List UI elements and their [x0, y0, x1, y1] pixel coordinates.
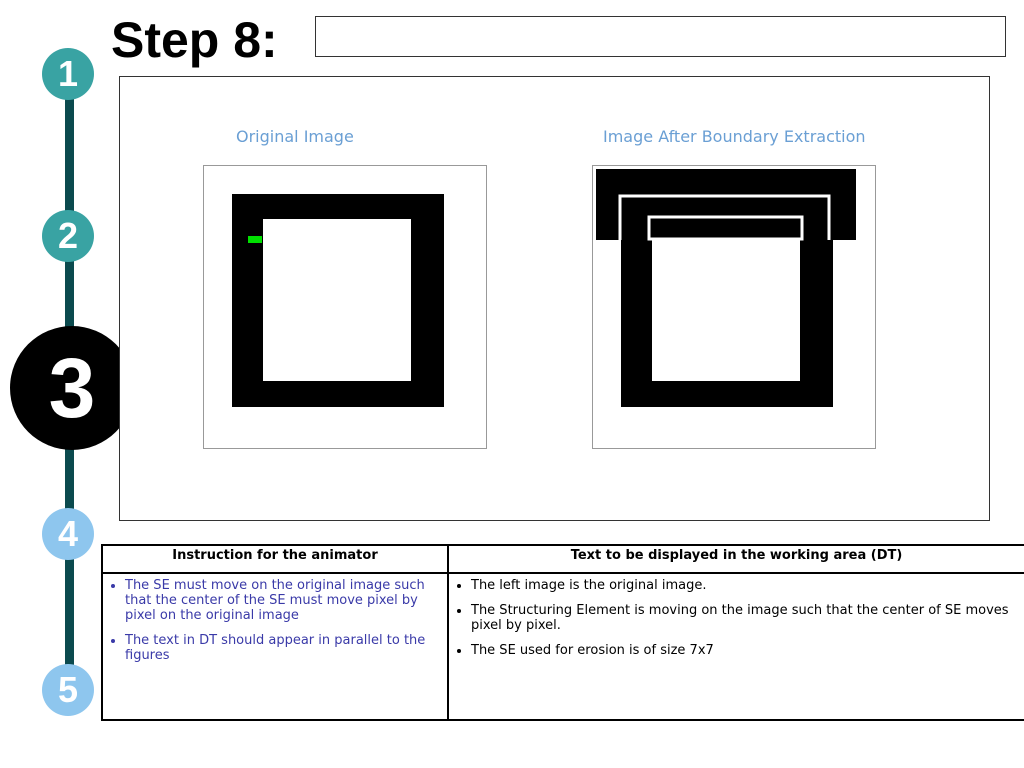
dt-texts: [448, 573, 1024, 720]
step-title: Step 8:: [111, 12, 278, 68]
dt-header: Text to be displayed in the working area (DT): [448, 545, 1024, 573]
notes-table: [101, 544, 1024, 721]
step-circle-1[interactable]: 1: [42, 48, 94, 100]
boundary-inner-line: [649, 217, 802, 239]
boundary-square-hole: [652, 219, 800, 381]
working-area: [119, 76, 990, 521]
animator-header: Instruction for the animator: [102, 545, 448, 573]
original-image-figure: [204, 166, 486, 448]
structuring-element-marker[interactable]: [248, 236, 262, 243]
animator-instructions: [102, 573, 448, 720]
step-circle-2[interactable]: 2: [42, 210, 94, 262]
boundary-image-figure: [593, 166, 875, 448]
original-image-canvas: [203, 165, 487, 449]
original-square-hole: [263, 219, 411, 381]
boundary-image-canvas: [592, 165, 876, 449]
step-circle-5[interactable]: 5: [42, 664, 94, 716]
animator-note-2: • The text in DT should appear in parallel to the figures: [125, 633, 441, 663]
dt-note-1: • The left image is the original image.: [471, 578, 1018, 593]
step-circle-4[interactable]: 4: [42, 508, 94, 560]
original-image-label: Original Image: [236, 127, 354, 146]
after-image-label: Image After Boundary Extraction: [603, 127, 866, 146]
animator-note-1: • The SE must move on the original image such that the center of the SE must move pixel by pixel on the original image: [125, 578, 441, 623]
step-circle-3-current[interactable]: 3: [10, 326, 134, 450]
dt-note-2: • The Structuring Element is moving on the image such that the center of SE moves pixel by pixel.: [471, 603, 1018, 633]
dt-note-3: • The SE used for erosion is of size 7x7: [471, 643, 1018, 658]
title-box[interactable]: [315, 16, 1006, 57]
